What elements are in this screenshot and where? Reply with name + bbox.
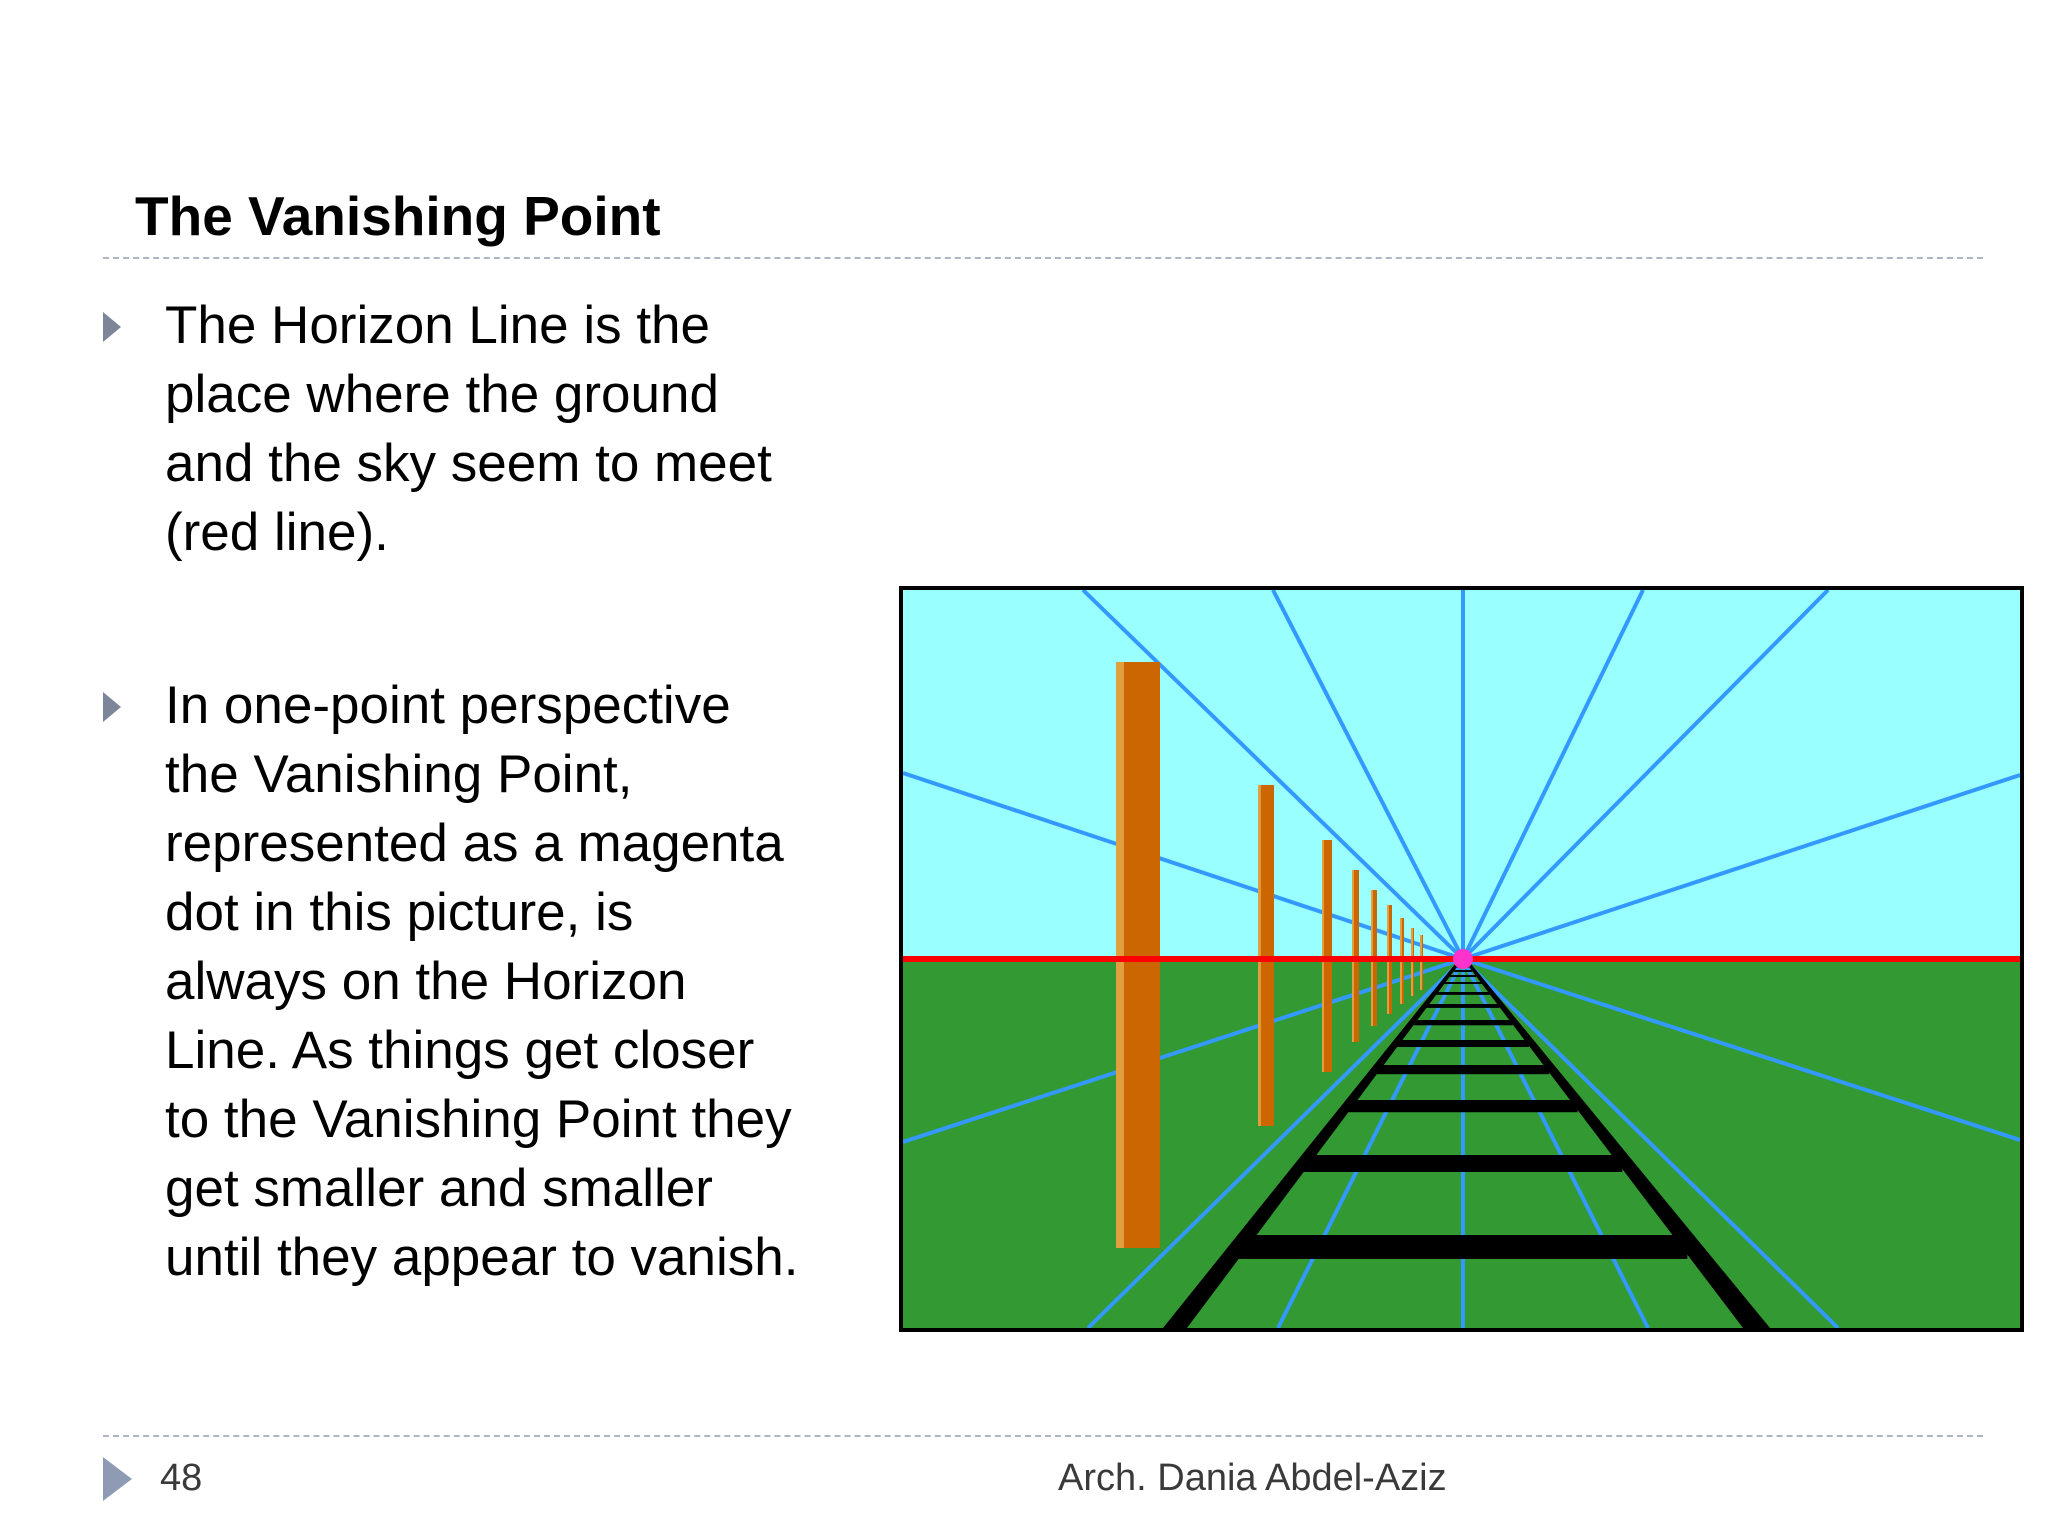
bullet-text-horizon-line: The Horizon Line is the place where the ground and the sky seem to meet (red line). <box>165 296 772 562</box>
track-tie <box>1436 992 1490 995</box>
track-tie <box>1444 982 1481 984</box>
post-highlight <box>1116 662 1124 1248</box>
vanishing-point-dot <box>1453 949 1473 969</box>
post-highlight <box>1420 935 1422 990</box>
bullet-text-vanishing-point: In one-point perspective the Vanishing Point, represented as a magenta dot in this picture, is always on the Horizon Line. As things get closer to the Vanishing Point they get smaller and smaller until they appear to vanish. <box>165 676 799 1287</box>
track-tie <box>1397 1040 1529 1047</box>
track-tie <box>1426 1004 1499 1008</box>
bullet-arrow-icon <box>103 312 121 342</box>
track-tie <box>1377 1065 1549 1074</box>
slide-title: The Vanishing Point <box>135 185 661 247</box>
footer-divider <box>103 1435 1983 1437</box>
track-tie <box>1450 975 1476 977</box>
post-highlight <box>1258 785 1261 1126</box>
bullet-arrow-icon <box>103 692 121 722</box>
track-tie <box>1239 1235 1688 1259</box>
track-tie <box>1348 1100 1577 1112</box>
footer-arrow-icon <box>103 1457 132 1501</box>
footer-author: Arch. Dania Abdel-Aziz <box>1058 1457 1447 1499</box>
track-tie <box>1304 1155 1623 1172</box>
perspective-drawing <box>903 590 2020 1328</box>
perspective-illustration <box>899 586 2024 1332</box>
page-number: 48 <box>160 1457 203 1499</box>
track-tie <box>1454 970 1472 972</box>
track-tie <box>1413 1020 1512 1025</box>
title-divider <box>103 257 1983 259</box>
